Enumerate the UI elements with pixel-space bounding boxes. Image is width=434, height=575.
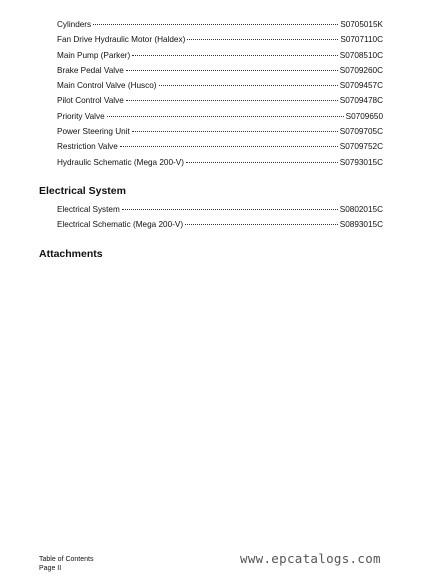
toc-leader-dots [186, 162, 338, 163]
toc-entry-code: S0802015C [339, 205, 383, 214]
toc-entry-code: S0709650 [345, 111, 383, 121]
page-footer [39, 555, 93, 573]
toc-leader-dots [132, 55, 337, 56]
toc-entry-title: Main Control Valve (Husco) [57, 81, 157, 91]
toc-leader-dots [120, 146, 338, 147]
toc-leader-dots [126, 70, 338, 71]
electrical-toc-list [57, 202, 383, 233]
watermark: www.epcatalogs.com [240, 551, 381, 566]
toc-entry[interactable] [57, 139, 383, 154]
footer-page-number: Page II [39, 565, 62, 572]
toc-entry[interactable] [57, 217, 383, 232]
toc-entry-title: Electrical System [57, 205, 120, 214]
toc-leader-dots [126, 100, 338, 101]
toc-entry-code: S0709705C [339, 127, 383, 137]
toc-entry-code: S0709260C [339, 65, 383, 75]
toc-entry-code: S0793015C [339, 157, 383, 167]
toc-entry-title: Pilot Control Valve [57, 96, 124, 106]
toc-entry[interactable] [57, 109, 383, 124]
toc-leader-dots [185, 224, 338, 225]
toc-entry[interactable] [57, 48, 383, 63]
toc-entry-title: Cylinders [57, 20, 92, 29]
toc-entry-title: Electrical Schematic (Mega 200-V) [57, 220, 184, 230]
toc-entry-code: S0707110C [340, 35, 383, 45]
footer-document-title: Table of Contents [39, 556, 94, 563]
toc-entry-title: Hydraulic Schematic (Mega 200-V) [57, 157, 184, 167]
toc-entry[interactable] [57, 32, 383, 47]
toc-entry[interactable] [57, 155, 383, 170]
toc-entry[interactable] [57, 78, 383, 93]
toc-entry-title: Priority Valve [57, 111, 105, 121]
toc-entry-title: Power Steering Unit [57, 127, 130, 137]
toc-leader-dots [93, 24, 338, 25]
toc-entry-title: Restriction Valve [57, 142, 118, 152]
section-heading-attachments: Attachments [39, 248, 103, 260]
toc-entry-title: Main Pump (Parker) [57, 50, 131, 60]
toc-entry-code: S0708510C [339, 50, 383, 60]
toc-entry-code: S0709457C [339, 81, 383, 91]
toc-entry[interactable] [57, 202, 383, 217]
section-heading-electrical: Electrical System [39, 185, 126, 197]
hydraulic-toc-list [57, 17, 383, 170]
toc-entry-code: S0709752C [339, 142, 383, 152]
toc-leader-dots [132, 131, 338, 132]
toc-entry[interactable] [57, 17, 383, 32]
toc-entry[interactable] [57, 124, 383, 139]
toc-entry[interactable] [57, 93, 383, 108]
toc-entry-title: Brake Pedal Valve [57, 65, 124, 75]
toc-leader-dots [107, 116, 344, 117]
toc-entry-code: S0893015C [339, 220, 383, 230]
toc-entry-code: S0709478C [339, 96, 383, 106]
toc-leader-dots [122, 209, 338, 210]
toc-entry-code: S0705015K [340, 20, 383, 29]
toc-leader-dots [159, 85, 338, 86]
toc-leader-dots [187, 39, 338, 40]
toc-entry-title: Fan Drive Hydraulic Motor (Haldex) [57, 35, 186, 45]
toc-entry[interactable] [57, 63, 383, 78]
